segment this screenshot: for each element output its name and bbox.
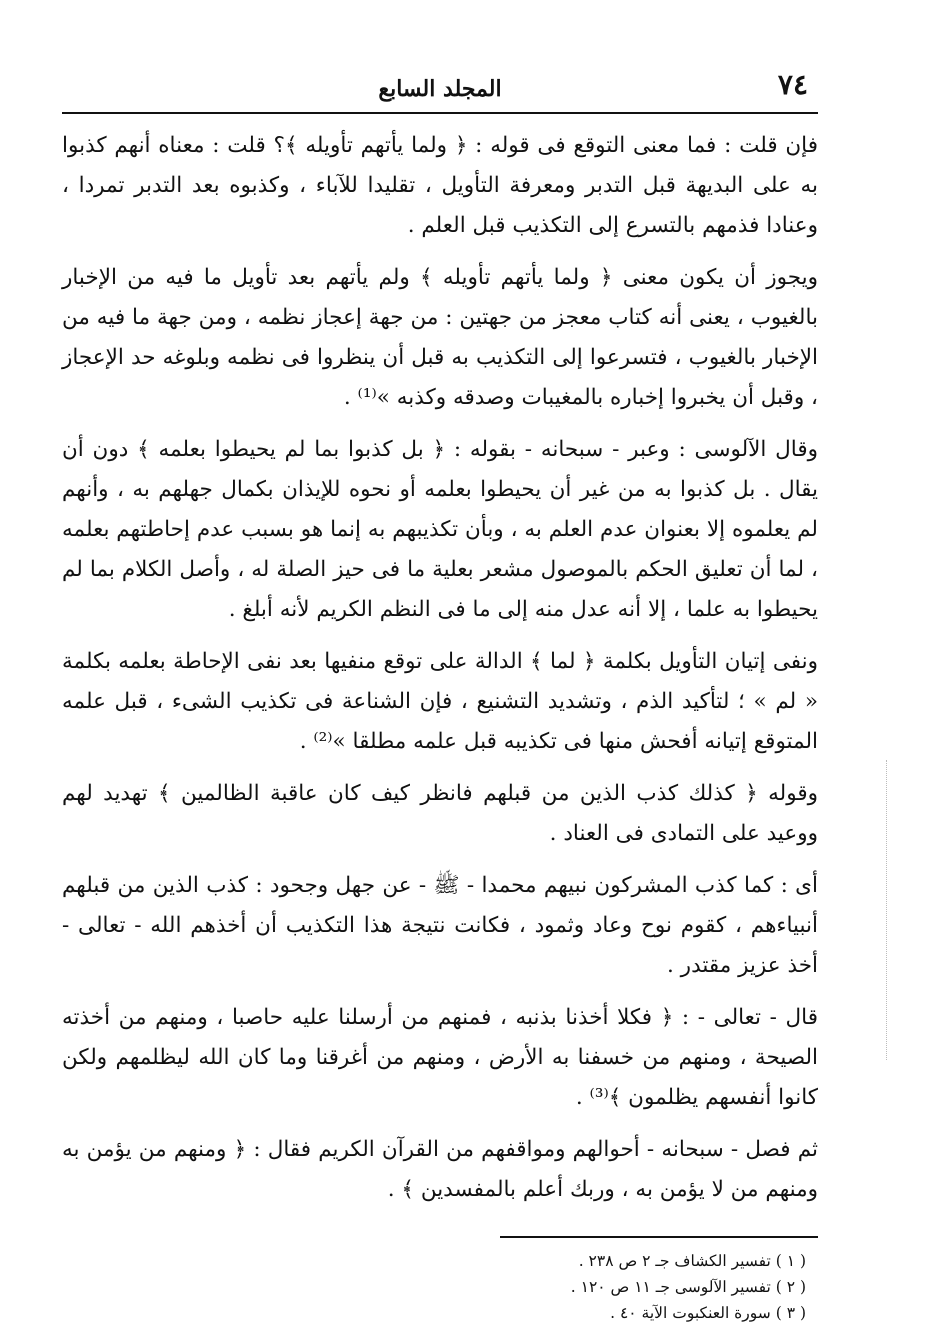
paragraph: فإن قلت : فما معنى التوقع فى قوله : ﴿ ولما يأتهم تأويله ﴾؟ قلت : معناه أنهم كذبوا به على البديهة قبل التدبر ومعرفة التأويل ، تقليدا للآباء ، وكذبوه بعد التدبر تمردا ، وعنادا فذمهم بالتسرع إلى التكذيب قبل العلم . <box>62 133 818 238</box>
paragraph: وقوله ﴿ كذلك كذب الذين من قبلهم فانظر كيف كان عاقبة الظالمين ﴾ تهديد لهم ووعيد على التمادى فى العناد . <box>62 781 818 846</box>
paragraph: ثم فصل - سبحانه - أحوالهم ومواقفهم من القرآن الكريم فقال : ﴿ ومنهم من يؤمن به ومنهم من لا يؤمن به ، وربك أعلم بالمفسدين ﴾ . <box>62 1137 818 1202</box>
running-title: المجلد السابع <box>378 76 502 102</box>
body-text <box>62 126 818 1210</box>
book-page <box>62 60 818 1326</box>
page-number: ٧٤ <box>777 68 808 101</box>
footnotes <box>62 1248 806 1326</box>
paragraph: ويجوز أن يكون معنى ﴿ ولما يأتهم تأويله ﴾ ولم يأتهم بعد تأويل ما فيه من الإخبار بالغيوب ، يعنى أنه كتاب معجز من جهتين : من جهة إعجاز نظمه ، ومن جهة ما فيه من الإخبار بالغيوب ، فتسرعوا إلى التكذيب به قبل أن ينظروا فى نظمه وبلوغه حد الإعجاز ، وقبل أن يخبروا إخباره بالمغيبات وصدقه وكذبه »⁽¹⁾ . <box>62 265 818 410</box>
footnote: ( ٢ ) تفسير الآلوسى جـ ١١ ص ١٢٠ . <box>570 1278 806 1296</box>
footnote: ( ٣ ) سورة العنكبوت الآية ٤٠ . <box>610 1304 806 1322</box>
page-header <box>62 60 818 114</box>
margin-scan-mark <box>886 760 888 1060</box>
paragraph: وقال الآلوسى : وعبر - سبحانه - بقوله : ﴿ بل كذبوا بما لم يحيطوا بعلمه ﴾ دون أن يقال . بل كذبوا به من غير أن يحيطوا بعلمه أو نحوه للإيذان بكمال جهلهم به ، وأنهم لم يعلموه إلا بعنوان عدم العلم به ، وبأن تكذيبهم به إنما هو بسبب عدم إحاطتهم بعلمه ، لما أن تعليق الحكم بالموصول مشعر بعلية ما فى حيز الصلة له ، وأصل الكلام بما لم يحيطوا به علما ، إلا أنه عدل منه إلى ما فى النظم الكريم لأنه أبلغ . <box>62 437 818 622</box>
paragraph: أى : كما كذب المشركون نبيهم محمدا - ﷺ - عن جهل وجحود : كذب الذين من قبلهم أنبياءهم ، كقوم نوح وعاد وثمود ، فكانت نتيجة هذا التكذيب أن أخذهم الله - تعالى - أخذ عزيز مقتدر . <box>62 873 818 978</box>
footnote-divider <box>500 1236 818 1238</box>
paragraph: قال - تعالى - : ﴿ فكلا أخذنا بذنبه ، فمنهم من أرسلنا عليه حاصبا ، ومنهم من أخذته الصيحة ، ومنهم من خسفنا به الأرض ، ومنهم من أغرقنا وما كان الله ليظلمهم ولكن كانوا أنفسهم يظلمون ﴾⁽³⁾ . <box>62 1005 818 1110</box>
paragraph: ونفى إتيان التأويل بكلمة ﴿ لما ﴾ الدالة على توقع منفيها بعد نفى الإحاطة بعلمه بكلمة « لم » ؛ لتأكيد الذم ، وتشديد التشنيع ، فإن الشناعة فى تكذيب الشىء ، قبل علمه المتوقع إتيانه أفحش منها فى تكذيبه قبل علمه مطلقا »⁽²⁾ . <box>62 649 818 754</box>
footnote: ( ١ ) تفسير الكشاف جـ ٢ ص ٢٣٨ . <box>578 1252 806 1270</box>
